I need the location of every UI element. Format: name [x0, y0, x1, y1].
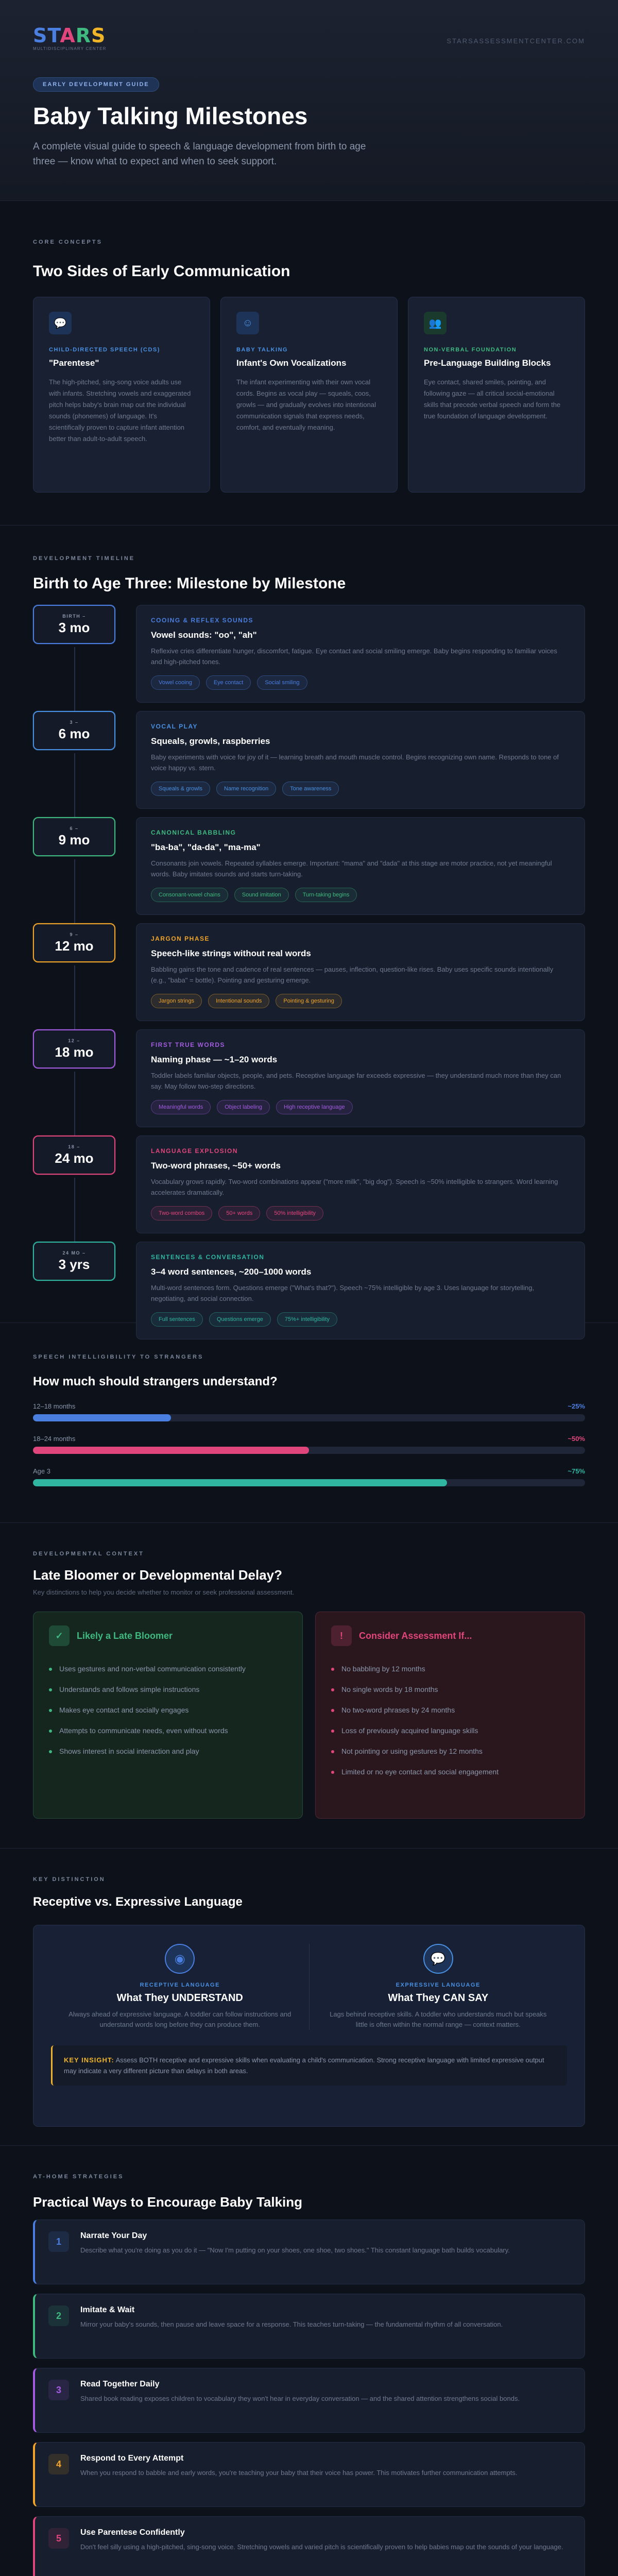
- smile-icon: ☺: [236, 312, 259, 334]
- timeline-item: [33, 817, 585, 915]
- warning-icon: !: [331, 1625, 352, 1646]
- chat-bubble-icon: 💬: [49, 312, 72, 334]
- stage-label: FIRST TRUE WORDS: [151, 1041, 225, 1048]
- list-item: [49, 1658, 287, 1679]
- practical-ways-section: [0, 2146, 618, 2576]
- bar-label: Age 3: [33, 1467, 50, 1475]
- expressive-kicker: EXPRESSIVE LANGUAGE: [396, 1982, 480, 1988]
- list-item: [49, 1720, 287, 1741]
- age-badge: [33, 1242, 115, 1281]
- section-subtitle: Key distinctions to help you decide whether to monitor or seek professional assessment.: [33, 1588, 295, 1596]
- milestone-desc: Reflexive cries differentiate hunger, discomfort, fatigue. Eye contact and social smiling emerge. Baby begins responding to familiar voices and high-pitched tones.: [151, 647, 557, 666]
- milestone-chips: [151, 782, 570, 796]
- concept-body: Eye contact, shared smiles, pointing, and following gaze — all critical social-emotional skills that precede verbal speech and form the true foundation of language development.: [424, 378, 561, 420]
- strategy-step: [33, 2368, 585, 2433]
- concept-body: The infant experimenting with their own vocal cords. Begins as vocal play — squeals, coos, growls — and gradually evolves into intentional communication signals that express needs, comfort, and eventually meaning.: [236, 378, 376, 431]
- concept-title: "Parentese": [49, 358, 99, 368]
- receptive-desc: Always ahead of expressive language. A toddler can follow instructions and understand words long before they can produce them.: [68, 2010, 291, 2028]
- milestone-title: Speech-like strings without real words: [151, 948, 311, 958]
- list-item: [49, 1679, 287, 1700]
- bullet-dot: [331, 1668, 334, 1671]
- step-desc: Describe what you're doing as you do it — "Now I'm putting on your shoes, one shoe, two shoes." This constant language bath builds vocabulary.: [80, 2246, 510, 2254]
- list-item: [331, 1720, 569, 1741]
- step-desc: Mirror your baby's sounds, then pause and leave space for a response. This teaches turn-taking — the fundamental rhythm of all conversation.: [80, 2320, 503, 2328]
- age-range-start: 6 –: [70, 825, 79, 831]
- list-item: [331, 1658, 569, 1679]
- expressive-title: What They CAN SAY: [388, 1992, 489, 2004]
- receptive-title: What They UNDERSTAND: [116, 1992, 243, 2004]
- age-badge: [33, 817, 115, 856]
- milestone-desc: Baby experiments with voice for joy of it — learning breath and mouth muscle control. Begins recognizing own name. Responds to tone of voice happy vs. stern.: [151, 753, 559, 772]
- stage-label: VOCAL PLAY: [151, 723, 198, 730]
- timeline-connector: [74, 1072, 75, 1136]
- milestone-chip: Questions emerge: [209, 1312, 271, 1327]
- milestone-title: Naming phase — ~1–20 words: [151, 1055, 278, 1064]
- list-item-text: No babbling by 12 months: [341, 1665, 425, 1673]
- milestone-desc: Babbling gains the tone and cadence of real sentences — pauses, inflection, question-like rises. Baby uses specific sounds intentionally (e.g., "baba" = bottle). Pointing and gesturing emerge.: [151, 965, 554, 984]
- timeline-connector: [74, 965, 75, 1029]
- consider-assessment-list: [331, 1658, 569, 1782]
- top-bar: [33, 0, 585, 77]
- timeline-connector: [74, 859, 75, 923]
- concept-card: [220, 297, 398, 493]
- bar-label: 12–18 months: [33, 1402, 76, 1410]
- concept-body: The high-pitched, sing-song voice adults use with infants. Stretching vowels and exaggerated pitch helps baby's brain map out the individual sounds (phonemes) of language. It's scientifically proven to capture infant attention better than adult-to-adult speech.: [49, 378, 191, 443]
- milestone-chip: Two-word combos: [151, 1206, 212, 1221]
- section-eyebrow: KEY DISTINCTION: [33, 1876, 106, 1883]
- age-range-start: 3 –: [70, 719, 79, 725]
- milestone-chip: Intentional sounds: [208, 994, 269, 1008]
- strategy-step: [33, 2442, 585, 2507]
- bar-track: [33, 1447, 585, 1454]
- age-range-end: 24 mo: [55, 1150, 94, 1166]
- milestone-chip: High receptive language: [276, 1100, 353, 1114]
- list-item: [331, 1679, 569, 1700]
- list-item-text: Makes eye contact and socially engages: [59, 1706, 189, 1714]
- milestone-chip: 50+ words: [218, 1206, 260, 1221]
- site-link[interactable]: STARSASSESSMENTCENTER.COM: [447, 37, 585, 45]
- strategy-step: [33, 2516, 585, 2576]
- list-item: [49, 1700, 287, 1720]
- section-eyebrow: AT-HOME STRATEGIES: [33, 2174, 124, 2180]
- age-badge: [33, 1029, 115, 1069]
- concept-kicker: BABY TALKING: [236, 347, 288, 353]
- bullet-dot: [49, 1709, 52, 1712]
- eye-icon: ◉: [165, 1944, 195, 1974]
- milestone-chips: [151, 994, 570, 1008]
- milestone-desc: Vocabulary grows rapidly. Two-word combinations appear ("more milk", "big dog"). Speech is ~50% intelligible to strangers. Word learning accelerates dramatically.: [151, 1178, 558, 1196]
- bar-track: [33, 1414, 585, 1421]
- page-intro: A complete visual guide to speech & language development from birth to age three — know what to expect and when to seek support.: [33, 141, 366, 167]
- section-title: Receptive vs. Expressive Language: [33, 1895, 243, 1909]
- bullet-dot: [49, 1668, 52, 1671]
- consider-assessment-card: [315, 1612, 585, 1819]
- intelligibility-bars: [33, 1402, 585, 1486]
- late-bloomer-section: [0, 1523, 618, 1849]
- bar-percent: ~75%: [568, 1467, 585, 1475]
- core-concepts-section: [0, 201, 618, 526]
- late-bloomer-columns: [33, 1612, 585, 1819]
- intelligibility-bar: [33, 1435, 585, 1454]
- timeline-marker: [33, 1029, 136, 1127]
- milestone-chip: Sound imitation: [234, 888, 289, 902]
- section-eyebrow: DEVELOPMENTAL CONTEXT: [33, 1551, 144, 1557]
- late-bloomer-title: Likely a Late Bloomer: [77, 1630, 173, 1641]
- expressive-desc: Lags behind receptive skills. A toddler who understands much but speaks little is often within the normal range — context matters.: [330, 2010, 547, 2028]
- timeline-item: [33, 923, 585, 1021]
- timeline-item: [33, 711, 585, 809]
- list-item: [49, 1741, 287, 1761]
- timeline-marker: [33, 817, 136, 915]
- section-title: Practical Ways to Encourage Baby Talking: [33, 2194, 303, 2210]
- milestone-desc: Toddler labels familiar objects, people, and pets. Receptive language far exceeds expressive — they understand much more than they can say. May follow two-step directions.: [151, 1072, 561, 1090]
- section-title: Two Sides of Early Communication: [33, 263, 290, 280]
- stage-label: SENTENCES & CONVERSATION: [151, 1253, 265, 1261]
- age-badge: [33, 923, 115, 962]
- list-item-text: Attempts to communicate needs, even without words: [59, 1726, 228, 1735]
- milestone-chip: Meaningful words: [151, 1100, 211, 1114]
- section-eyebrow: CORE CONCEPTS: [33, 239, 102, 245]
- timeline-marker: [33, 605, 136, 703]
- milestone-card: [136, 923, 585, 1021]
- step-title: Imitate & Wait: [80, 2306, 135, 2314]
- list-item-text: Understands and follows simple instructions: [59, 1685, 200, 1693]
- timeline-marker: [33, 711, 136, 809]
- concept-title: Infant's Own Vocalizations: [236, 358, 347, 368]
- milestone-chip: Jargon strings: [151, 994, 202, 1008]
- page-title: Baby Talking Milestones: [33, 103, 308, 129]
- milestone-chips: [151, 888, 570, 902]
- list-item-text: No two-word phrases by 24 months: [341, 1706, 455, 1714]
- step-desc: Shared book reading exposes children to vocabulary they won't hear in everyday conversation — and the shared attention strengthens social bonds.: [80, 2395, 520, 2402]
- age-range-end: 3 yrs: [58, 1256, 90, 1272]
- age-range-end: 6 mo: [58, 725, 90, 741]
- age-range-start: 12 –: [68, 1038, 80, 1043]
- age-range-end: 9 mo: [58, 832, 90, 848]
- expressive-column: [309, 1944, 568, 2030]
- list-item: [331, 1700, 569, 1720]
- milestone-chip: Pointing & gesturing: [276, 994, 341, 1008]
- bar-percent: ~25%: [568, 1402, 585, 1410]
- bar-fill: [33, 1447, 309, 1454]
- bar-track: [33, 1479, 585, 1486]
- step-number: 1: [48, 2231, 69, 2252]
- steps-list: [33, 2219, 585, 2576]
- milestone-chips: [151, 675, 570, 690]
- age-range-end: 3 mo: [58, 619, 90, 635]
- receptive-expressive-card: [33, 1925, 585, 2127]
- milestone-title: Vowel sounds: "oo", "ah": [151, 630, 257, 640]
- stage-label: CANONICAL BABBLING: [151, 829, 236, 836]
- section-title: Birth to Age Three: Milestone by Milestone: [33, 575, 346, 592]
- section-title: How much should strangers understand?: [33, 1375, 278, 1388]
- intelligibility-bar: [33, 1402, 585, 1421]
- timeline-marker: [33, 1136, 136, 1233]
- list-item: [331, 1761, 569, 1782]
- consider-assessment-title: Consider Assessment If...: [359, 1630, 472, 1641]
- strategy-step: [33, 2294, 585, 2359]
- milestone-card: [136, 605, 585, 703]
- stage-label: JARGON PHASE: [151, 935, 210, 942]
- age-range-start: 18 –: [68, 1144, 80, 1149]
- milestone-title: "ba-ba", "da-da", "ma-ma": [151, 842, 261, 852]
- milestone-card: [136, 1136, 585, 1233]
- bar-percent: ~50%: [568, 1435, 585, 1443]
- bullet-dot: [49, 1730, 52, 1733]
- milestone-title: Two-word phrases, ~50+ words: [151, 1161, 281, 1171]
- milestone-chip: Turn-taking begins: [295, 888, 357, 902]
- timeline-list: [33, 605, 585, 1340]
- list-item-text: No single words by 18 months: [341, 1685, 438, 1693]
- concept-kicker: NON-VERBAL FOUNDATION: [424, 347, 517, 353]
- age-range-start: 24 MO –: [62, 1250, 86, 1256]
- timeline-item: [33, 605, 585, 703]
- timeline-connector: [74, 1178, 75, 1242]
- logo-subtitle: MULTIDISCIPLINARY CENTER: [33, 46, 107, 51]
- milestone-chip: 75%+ intelligibility: [277, 1312, 337, 1327]
- check-icon: ✓: [49, 1625, 70, 1646]
- milestone-chip: Social smiling: [257, 675, 307, 690]
- milestone-card: [136, 1029, 585, 1127]
- step-desc: Don't feel silly using a high-pitched, sing-song voice. Stretching vowels and varied pitch is scientifically proven to help babies map out the sounds of your language.: [80, 2543, 563, 2551]
- list-item-text: Loss of previously acquired language skills: [341, 1726, 478, 1735]
- milestone-card: [136, 711, 585, 809]
- milestone-chip: Vowel cooing: [151, 675, 200, 690]
- guide-badge: EARLY DEVELOPMENT GUIDE: [33, 77, 159, 92]
- bar-fill: [33, 1414, 171, 1421]
- age-range-end: 18 mo: [55, 1044, 94, 1060]
- concept-card: [33, 297, 210, 493]
- timeline-section: [0, 526, 618, 1323]
- age-range-start: 9 –: [70, 931, 79, 937]
- late-bloomer-list: [49, 1658, 287, 1761]
- bullet-dot: [331, 1750, 334, 1753]
- list-item-text: Limited or no eye contact and social engagement: [341, 1768, 499, 1776]
- age-badge: [33, 605, 115, 644]
- bullet-dot: [331, 1730, 334, 1733]
- intelligibility-bar: [33, 1467, 585, 1486]
- timeline-item: [33, 1029, 585, 1127]
- age-badge: [33, 1136, 115, 1175]
- timeline-connector: [74, 647, 75, 711]
- list-item-text: Not pointing or using gestures by 12 months: [341, 1747, 483, 1755]
- step-desc: When you respond to babble and early words, you're teaching your baby that their voice has power. This motivates further communication attempts.: [80, 2469, 518, 2477]
- bullet-dot: [331, 1771, 334, 1774]
- people-icon: 👥: [424, 312, 447, 334]
- bullet-dot: [331, 1709, 334, 1712]
- step-title: Read Together Daily: [80, 2380, 160, 2388]
- milestone-desc: Multi-word sentences form. Questions emerge ("What's that?"). Speech ~75% intelligible by age 3. Uses language for storytelling, negotiating, and social connection.: [151, 1284, 535, 1302]
- milestone-chips: [151, 1206, 570, 1221]
- concept-cards: [33, 297, 585, 493]
- milestone-desc: Consonants join vowels. Repeated syllables emerge. Important: "mama" and "dada" at this stage are motor practice, not yet meaningful words. Baby imitates sounds and starts turn-taking.: [151, 859, 552, 878]
- concept-kicker: CHILD-DIRECTED SPEECH (CDS): [49, 347, 160, 353]
- milestone-card: [136, 817, 585, 915]
- step-title: Respond to Every Attempt: [80, 2454, 184, 2463]
- stage-label: COOING & REFLEX SOUNDS: [151, 617, 254, 624]
- list-item-text: Shows interest in social interaction and play: [59, 1747, 199, 1755]
- stage-label: LANGUAGE EXPLOSION: [151, 1147, 238, 1155]
- step-title: Use Parentese Confidently: [80, 2528, 185, 2537]
- receptive-column: [51, 1944, 309, 2030]
- key-insight: KEY INSIGHT: Assess BOTH receptive and expressive skills when evaluating a child's communication. Strong receptive language with limited expressive output may indicate a very different picture than delays in both areas.: [51, 2045, 567, 2086]
- step-number: 4: [48, 2454, 69, 2475]
- strategy-step: [33, 2219, 585, 2284]
- step-number: 5: [48, 2528, 69, 2549]
- age-range-end: 12 mo: [55, 938, 94, 954]
- milestone-title: 3–4 word sentences, ~200–1000 words: [151, 1267, 312, 1277]
- milestone-chip: Consonant-vowel chains: [151, 888, 228, 902]
- milestone-chip: 50% intelligibility: [266, 1206, 323, 1221]
- milestone-chip: Full sentences: [151, 1312, 203, 1327]
- stars-logo[interactable]: [33, 26, 107, 51]
- milestone-chip: Name recognition: [216, 782, 276, 796]
- section-eyebrow: DEVELOPMENT TIMELINE: [33, 555, 135, 562]
- bullet-dot: [49, 1750, 52, 1753]
- hero-header: [0, 0, 618, 201]
- milestone-chips: [151, 1100, 570, 1114]
- receptive-expressive-section: [0, 1849, 618, 2146]
- timeline-marker: [33, 923, 136, 1021]
- milestone-chip: Squeals & growls: [151, 782, 210, 796]
- step-number: 2: [48, 2306, 69, 2326]
- timeline-connector: [74, 753, 75, 817]
- step-title: Narrate Your Day: [80, 2231, 147, 2240]
- concept-title: Pre-Language Building Blocks: [424, 358, 551, 368]
- list-item-text: Uses gestures and non-verbal communication consistently: [59, 1665, 246, 1673]
- age-range-start: BIRTH –: [62, 613, 86, 619]
- timeline-item: [33, 1136, 585, 1233]
- age-badge: [33, 711, 115, 750]
- intelligibility-section: [0, 1323, 618, 1523]
- bar-fill: [33, 1479, 447, 1486]
- milestone-title: Squeals, growls, raspberries: [151, 736, 270, 746]
- bar-label: 18–24 months: [33, 1435, 76, 1443]
- step-number: 3: [48, 2380, 69, 2400]
- milestone-chip: Tone awareness: [282, 782, 339, 796]
- bullet-dot: [49, 1688, 52, 1691]
- concept-card: [408, 297, 585, 493]
- late-bloomer-card: [33, 1612, 303, 1819]
- section-title: Late Bloomer or Developmental Delay?: [33, 1567, 283, 1583]
- section-eyebrow: SPEECH INTELLIGIBILITY TO STRANGERS: [33, 1354, 204, 1360]
- list-item: [331, 1741, 569, 1761]
- logo-wordmark: STARS: [33, 24, 106, 47]
- speech-bubble-icon: 💬: [423, 1944, 453, 1974]
- bullet-dot: [331, 1688, 334, 1691]
- milestone-chip: Object labeling: [217, 1100, 270, 1114]
- receptive-kicker: RECEPTIVE LANGUAGE: [140, 1982, 220, 1988]
- milestone-chip: Eye contact: [206, 675, 251, 690]
